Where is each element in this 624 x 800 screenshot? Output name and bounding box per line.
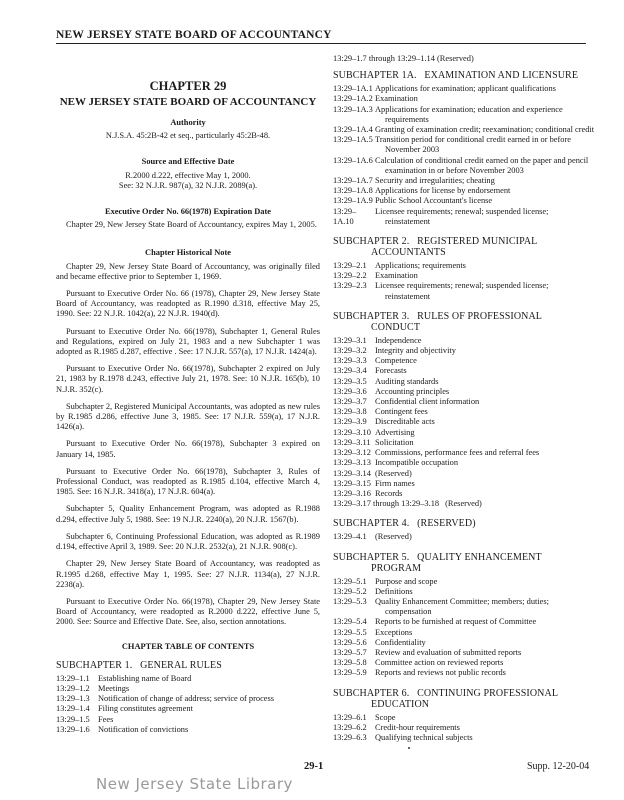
section-number: 13:29–6.1 [333,712,367,722]
section-number: 13:29–3.11 [333,437,371,447]
subchapter-title-line: SUBCHAPTER 6. CONTINUING PROFESSIONAL [333,687,559,699]
toc-entry [333,346,595,356]
toc-entry [333,469,595,479]
history-paragraph: Chapter 29, New Jersey State Board of Accountancy, was originally filed and became effective prior to September 1, 1969. [56,261,320,281]
section-title: Scope [375,712,396,722]
toc-entry [333,448,595,458]
subchapter-title-line: SUBCHAPTER 3. RULES OF PROFESSIONAL [333,310,543,322]
toc-entry [333,281,595,301]
section-title: Examination [375,271,418,281]
section-title: Public School Accountant's license [375,196,493,206]
toc-entry [333,648,595,658]
toc-entry [56,694,320,704]
section-title: Integrity and objectivity [375,346,456,356]
toc-entry [333,438,595,448]
section-title: Firm names [375,478,415,488]
section-number: 13:29–1A.2 [333,94,373,104]
section-number: 13:29–5.4 [333,617,367,627]
section-title: Establishing name of Board [98,673,192,683]
section-number: 13:29–3.2 [333,346,367,356]
section-number: 13:29–3.16 [333,488,371,498]
toc-entry [333,458,595,468]
toc-entry [333,577,595,587]
history-paragraph: Pursuant to Executive Order No. 66(1978), Subchapter 3, Rules of Professional Conduct, was readopted as R.1985 d.104, effective March 4, 1985. See: 16 N.J.R. 3418(a), 17 N.J.R. 604(a). [56,466,320,497]
chapter-title: NEW JERSEY STATE BOARD OF ACCOUNTANCY [59,96,317,108]
toc-entry [333,207,595,227]
toc-entry [333,196,595,206]
source-heading: Source and Effective Date [141,157,235,167]
section-title: Applications; requirements [375,261,466,271]
toc-entry [333,366,595,376]
section-number: 13:29–3.5 [333,376,367,386]
toc-entry [333,336,595,346]
toc-entry [333,135,595,155]
section-title: (Reserved) [445,499,482,509]
section-title: Qualifying technical subjects [375,732,473,742]
toc-entry [56,674,320,684]
section-title: Credit-hour requirements [375,722,460,732]
section-title: Advertising [375,427,415,437]
toc-entry [333,407,595,417]
toc-entry [333,377,595,387]
section-number: 13:29–3.3 [333,356,367,366]
section-title: Transition period for conditional credit earned in or before November 2003 [375,135,571,155]
section-title: Meetings [98,683,130,693]
section-number: 13:29–1A.4 [333,125,373,135]
section-title: Incompatible occupation [375,458,459,468]
section-title: Exceptions [375,627,413,637]
subchapter-title-line: SUBCHAPTER 4. (RESERVED) [333,518,476,530]
toc-entry [333,532,595,542]
toc-entry [333,356,595,366]
running-head: NEW JERSEY STATE BOARD OF ACCOUNTANCY [56,29,332,41]
section-number: 13:29–1.4 [56,704,90,714]
section-title: Competence [375,356,417,366]
subchapter-title-line: ACCOUNTANTS [371,247,446,259]
toc-entry [333,617,595,627]
subchapter-title [333,688,595,710]
section-number: 13:29–5.3 [333,596,367,606]
toc-entry [333,94,595,104]
section-title: Definitions [375,586,413,596]
section-title: Records [375,488,403,498]
history-heading: Chapter Historical Note [145,248,231,258]
section-title: (Reserved) [375,468,412,478]
toc-entry [333,387,595,397]
history-paragraph: Subchapter 2, Registered Municipal Accountants, was adopted as new rules by R.1985 d.286, effective June 3, 1985. See: 17 N.J.R. 559(a), 17 N.J.R. 1426(a). [56,401,320,432]
subchapter [333,311,595,509]
subchapter [333,552,595,679]
stray-mark [408,747,410,749]
subchapter-title-line: PROGRAM [371,562,422,574]
section-title: Applications for license by endorsement [375,186,511,196]
toc-entry [333,489,595,499]
section-number: 13:29–1.1 [56,673,90,683]
section-number: 13:29–3.10 [333,427,371,437]
section-title: Examination [375,94,418,104]
section-number: 13:29–3.7 [333,397,367,407]
section-number: 13:29–3.4 [333,366,367,376]
left-column [56,54,320,735]
subchapter-title [333,552,595,574]
section-number: 13:29–1A.1 [333,84,373,94]
section-title: Accounting principles [375,386,450,396]
section-title: Discreditable acts [375,417,435,427]
section-number: 13:29–5.9 [333,668,367,678]
section-number: 13:29–1A.5 [333,135,373,145]
section-title: Auditing standards [375,376,439,386]
section-title: Solicitation [375,437,414,447]
subchapter [56,660,320,735]
section-number: 13:29–3.6 [333,386,367,396]
section-title: Reports to be furnished at request of Committee [375,617,537,627]
subchapter [333,688,595,744]
section-number: 13:29–5.6 [333,637,367,647]
history-paragraph: Pursuant to Executive Order No. 66(1978), Subchapter 2 expired on July 21, 1983 by R.1978 d.243, effective July 21, 1978. See: 10 N.J.R. 165(b), 10 N.J.R. 352(c). [56,364,320,394]
history-paragraphs [56,262,320,628]
section-number: 13:29–3.12 [333,448,371,458]
authority-heading: Authority [170,118,206,127]
section-number: 13:29–3.8 [333,407,367,417]
section-title: Fees [98,714,114,724]
toc-entry [333,156,595,176]
section-number: 13:29–5.5 [333,627,367,637]
authority-text: N.J.S.A. 45:2B-42 et seq., particularly 45:2B-48. [105,131,271,141]
history-paragraph: Pursuant to Executive Order No. 66(1978), Chapter 29, New Jersey State Board of Accountancy, were readopted as R.2000 d.222, effective June 5, 2000. See: Source and Effective Date. See, also, section annotations. [56,596,320,627]
subchapter-title-line: SUBCHAPTER 5. QUALITY ENHANCEMENT [333,551,542,563]
section-number: 13:29–1A.8 [333,186,373,196]
section-number: 13:29–5.7 [333,647,367,657]
subchapter-title-line: SUBCHAPTER 2. REGISTERED MUNICIPAL [333,236,538,248]
section-title: Purpose and scope [375,576,438,586]
toc-entry [333,713,595,723]
toc-entry [56,704,320,714]
section-number: 13:29–1A.10 [333,206,357,226]
section-number: 13:29–3.17 through 13:29–3.18 [333,499,440,509]
section-number: 13:29–1.3 [56,694,90,704]
section-title: Committee action on reviewed reports [375,658,504,668]
source-text: R.2000 d.222, effective May 1, 2000. See: 32 N.J.R. 987(a), 32 N.J.R. 2089(a). [118,170,258,190]
toc-entry [333,271,595,281]
section-title: Calculation of conditional credit earned on the paper and pencil examination in or before November 2003 [375,155,589,175]
section-title: Contingent fees [375,407,428,417]
section-number: 13:29–1.2 [56,683,90,693]
toc-entry [56,725,320,735]
toc-right [333,70,595,743]
chapter-number: CHAPTER 29 [149,79,227,93]
toc-entry [333,658,595,668]
section-title: Notification of convictions [98,724,189,734]
toc-entry [333,186,595,196]
subchapter-title [56,660,320,671]
subchapter-title [333,311,595,333]
toc-reserved-line: 13:29–1.7 through 13:29–1.14 (Reserved) [333,54,474,63]
section-title: Granting of examination credit; reexamination; conditional credit [375,125,595,135]
history-paragraph: Subchapter 5, Quality Enhancement Program, was adopted as R.1988 d.294, effective July 5, 1988. See: 19 N.J.R. 2240(a), 20 N.J.R. 1567(b). [56,504,320,524]
section-number: 13:29–3.15 [333,478,371,488]
toc-entry [333,176,595,186]
toc-entry [333,417,595,427]
subchapter-title-line: CONDUCT [371,321,421,333]
section-title: Commissions, performance fees and referral fees [375,448,540,458]
section-number: 13:29–6.2 [333,722,367,732]
section-number: 13:29–5.2 [333,586,367,596]
toc-entry [56,684,320,694]
toc-entry [333,733,595,743]
section-number: 13:29–2.3 [333,281,367,291]
section-title: Confidential client information [375,397,480,407]
section-number: 13:29–3.14 [333,468,371,478]
section-number: 13:29–3.13 [333,458,371,468]
subchapter [333,518,595,542]
toc-heading: CHAPTER TABLE OF CONTENTS [121,641,255,651]
section-number: 13:29–2.1 [333,261,367,271]
toc-entry [333,397,595,407]
section-title: Licensee requirements; renewal; suspended license; reinstatement [375,206,549,226]
section-number: 13:29–1A.7 [333,176,373,186]
section-title: Forecasts [375,366,407,376]
history-paragraph: Pursuant to Executive Order No. 66 (1978), Chapter 29, New Jersey State Board of Accountancy, was readopted as R.1990 d.318, effective May 25, 1990. See: 22 N.J.R. 1042(a), 22 N.J.R. 1940(d). [56,289,320,319]
page-number: 29-1 [304,761,324,772]
section-title: Reports and reviews not public records [375,668,506,678]
section-title: Applications for examination; education and experience requirements [375,104,563,124]
section-title: (Reserved) [375,532,412,542]
history-paragraph: Pursuant to Executive Order No. 66(1978), Subchapter 1, General Rules and Regulations, expired on July 21, 1983 and a new Subchapter 1 was adopted as R.1985 d.287, effective . See: 17 N.J.R. 557(a), 17 N.J.R. 1424(a). [56,326,320,357]
toc-entry [333,587,595,597]
subchapter-title [333,236,595,258]
subchapter-title-line: EDUCATION [371,698,430,710]
subchapter-title [333,518,595,529]
history-paragraph: Subchapter 6, Continuing Professional Education, was adopted as R.1989 d.194, effective April 3, 1989. See: 20 N.J.R. 2532(a), 21 N.J.R. 908(c). [56,531,320,552]
section-title: Independence [375,335,422,345]
toc-entry [333,479,595,489]
right-column [333,54,595,743]
history-paragraph: Pursuant to Executive Order No. 66(1978), Subchapter 3 expired on January 14, 1985. [56,439,320,459]
section-title: Filing constitutes agreement [98,704,193,714]
section-number: 13:29–1A.9 [333,196,373,206]
subchapter-title-line: SUBCHAPTER 1. GENERAL RULES [56,659,222,671]
toc-entry [56,715,320,725]
section-number: 13:29–1.6 [56,724,90,734]
supplement-date: Supp. 12-20-04 [527,761,590,772]
subchapter-title-line: SUBCHAPTER 1A. EXAMINATION AND LICENSURE [333,70,579,82]
toc-entry [333,428,595,438]
section-number: 13:29–6.3 [333,732,367,742]
toc-entry [333,261,595,271]
toc-entry [333,499,595,509]
section-number: 13:29–3.9 [333,417,367,427]
history-paragraph: Chapter 29, New Jersey State Board of Accountancy, was readopted as R.1995 d.268, effective May 1, 1995. See: 27 N.J.R. 1134(a), 27 N.J.R. 2238(a). [56,559,320,589]
toc-entry [333,668,595,678]
subchapter [333,236,595,302]
toc-entry [333,723,595,733]
executive-order-text: Chapter 29, New Jersey State Board of Accountancy, expires May 1, 2005. [66,220,317,230]
section-number: 13:29–1A.3 [333,104,373,114]
section-number: 13:29–1.5 [56,714,90,724]
header-rule [56,43,586,44]
executive-order-heading: Executive Order No. 66(1978) Expiration Date [105,207,271,217]
section-number: 13:29–5.1 [333,576,367,586]
section-number: 13:29–2.2 [333,271,367,281]
toc-left [56,660,320,735]
toc-entry [333,125,595,135]
section-title: Security and irregularities; cheating [375,176,495,186]
section-title: Review and evaluation of submitted reports [375,647,522,657]
section-title: Quality Enhancement Committee; members; duties; compensation [375,596,549,617]
section-title: Notification of change of address; service of process [98,694,275,704]
section-number: 13:29–4.1 [333,532,367,542]
subchapter [333,70,595,227]
section-number: 13:29–3.1 [333,335,367,345]
section-title: Applications for examination; applicant qualifications [375,84,556,94]
section-number: 13:29–1A.6 [333,155,373,165]
section-title: Licensee requirements; renewal; suspended license; reinstatement [375,281,549,301]
toc-entry [333,105,595,125]
toc-entry [333,84,595,94]
toc-entry [333,638,595,648]
library-watermark: New Jersey State Library [96,775,293,793]
toc-entry [333,597,595,617]
section-title: Confidentiality [375,637,426,647]
subchapter-title [333,70,595,81]
section-number: 13:29–5.8 [333,658,367,668]
toc-entry [333,628,595,638]
